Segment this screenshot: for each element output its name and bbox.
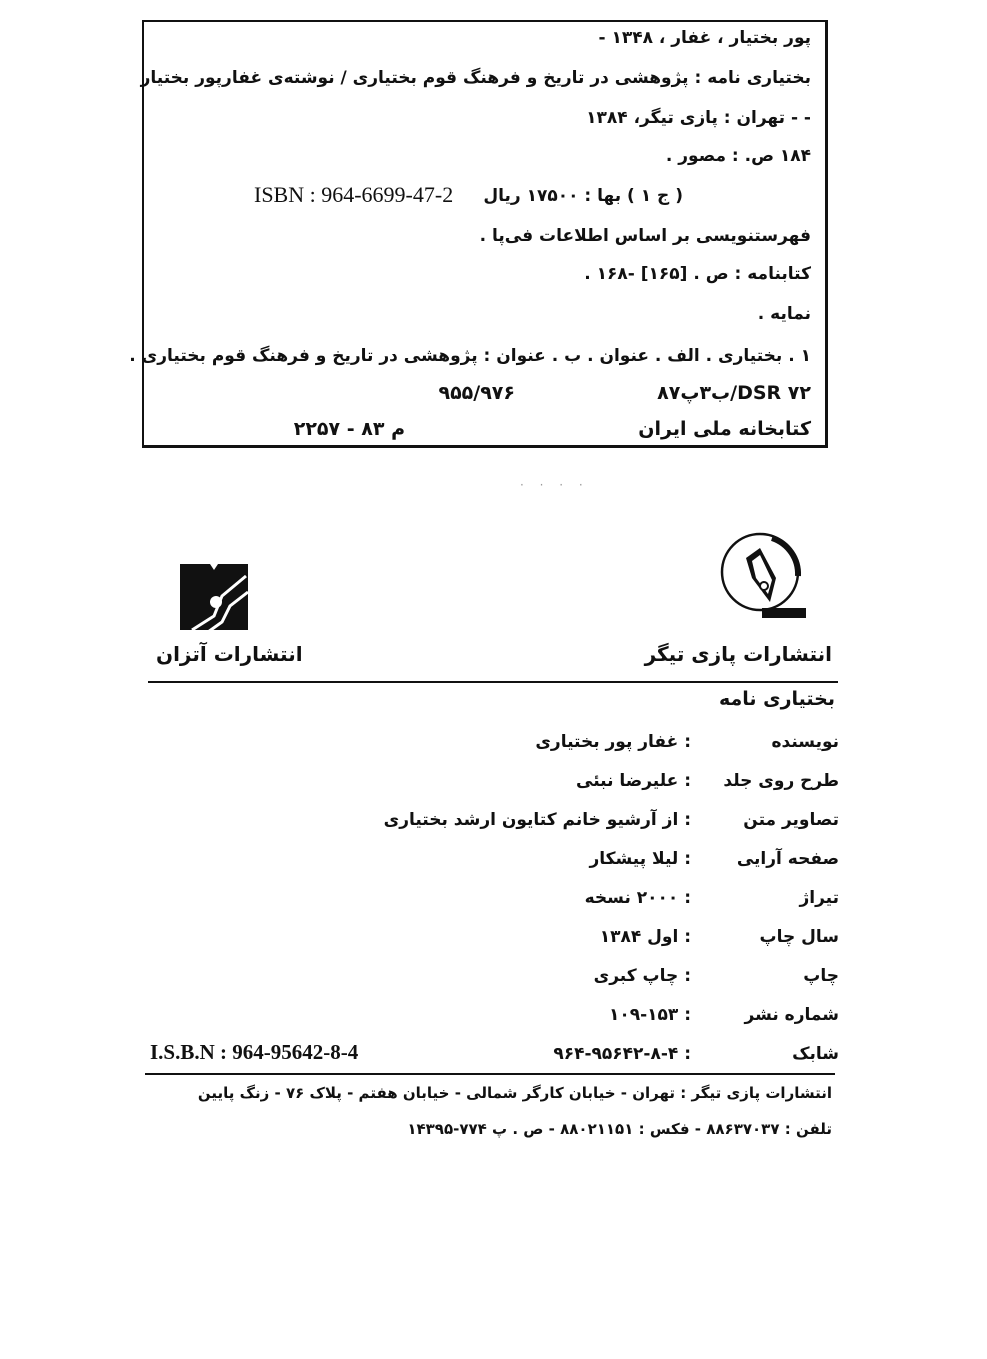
credit-row: [139, 810, 839, 840]
credit-value: : اول ۱۳۸۴: [599, 927, 691, 947]
credit-row: [139, 849, 839, 879]
isbn-latin: I.S.B.N : 964-95642-8-4: [150, 1040, 359, 1064]
cip-price: ( ج ۱ ) بها : ۱۷۵۰۰ ریال: [483, 186, 683, 206]
credit-value: : ۹۶۴-۹۵۶۴۲-۸-۴: [553, 1044, 691, 1064]
credit-value: : لیلا پیشکار: [589, 849, 691, 869]
cip-subjects: ۱ . بختیاری . الف . عنوان . ب . عنوان : پژوهشی در تاریخ و فرهنگ قوم بختیاری .: [129, 346, 811, 366]
book-figure-logo: [178, 562, 250, 632]
credit-row: [139, 927, 839, 957]
publisher-address: انتشارات پازی تیگر : تهران - خیابان کارگر شمالی - خیابان هفتم - پلاک ۷۶ - زنگ پایین: [197, 1084, 832, 1102]
credit-label: نویسنده: [771, 732, 839, 752]
credit-label: سال چاپ: [759, 927, 839, 947]
credit-row: [139, 888, 839, 918]
cip-index-note: نمایه .: [757, 304, 811, 324]
credit-value: : چاپ کبری: [593, 966, 691, 986]
publisher-name-left: انتشارات آتزان: [156, 642, 303, 666]
publisher-name-right: انتشارات پازی تیگر: [644, 642, 832, 666]
pen-nib-circle-logo: [712, 528, 812, 624]
cip-imprint: - - تهران : پازی تیگر، ۱۳۸۴: [586, 108, 811, 128]
credit-label: تیراژ: [799, 888, 839, 908]
cip-title: بختیاری نامه : پژوهشی در تاریخ و فرهنگ قوم بختیاری / نوشته‌ی غفارپور بختیار: [140, 68, 811, 88]
credit-label: شماره نشر: [744, 1005, 839, 1025]
credit-label: تصاویر متن: [743, 810, 839, 830]
cip-dewey: ۹۵۵/۹۷۶: [438, 382, 515, 404]
cip-record-no: م ۸۳ - ۲۲۵۷: [293, 418, 405, 440]
cip-record-box: [129, 20, 828, 448]
scan-speckles: · · · ·: [520, 478, 589, 492]
credit-row: [139, 732, 839, 762]
credit-row: [139, 771, 839, 801]
credit-label: صفحه آرایی: [736, 849, 839, 869]
credit-label: چاپ: [803, 966, 839, 986]
cip-author: پور بختیار ، غفار ، ۱۳۴۸ -: [598, 28, 811, 48]
divider-bottom: [145, 1073, 835, 1075]
credit-value: : غفار پور بختیاری: [535, 732, 691, 752]
credit-value: : ۱۰۹-۱۵۳: [608, 1005, 691, 1025]
cip-fipa-note: فهرستنویسی بر اساس اطلاعات فی‌پا .: [479, 226, 811, 246]
cip-bibliography: کتابنامه : ص . [۱۶۵] -۱۶۸ .: [584, 264, 811, 284]
cip-lc-class: DSR ۷۲/ب۳پ۸۷: [657, 382, 811, 404]
cip-library: کتابخانه ملی ایران: [638, 418, 811, 440]
book-title: بختیاری نامه: [719, 688, 835, 710]
credit-value: : ۲۰۰۰ نسخه: [584, 888, 691, 908]
publisher-contact: تلفن : ۸۸۶۳۷۰۳۷ - فکس : ۸۸۰۲۱۱۵۱ - ص . پ ۷۷۴-۱۴۳۹۵: [407, 1120, 832, 1138]
cip-pages: ۱۸۴ ص. : مصور .: [665, 146, 811, 166]
credit-label: شابک: [792, 1044, 839, 1064]
credit-row: [139, 966, 839, 996]
credit-value: : از آرشیو خانم کتایون ارشد بختیاری: [383, 810, 691, 830]
cip-isbn: ISBN : 964-6699-47-2: [254, 182, 454, 207]
credit-row: [139, 1005, 839, 1035]
credit-value: : علیرضا نبئی: [576, 771, 691, 791]
credit-label: طرح روی جلد: [723, 771, 839, 791]
divider-top: [148, 681, 838, 683]
